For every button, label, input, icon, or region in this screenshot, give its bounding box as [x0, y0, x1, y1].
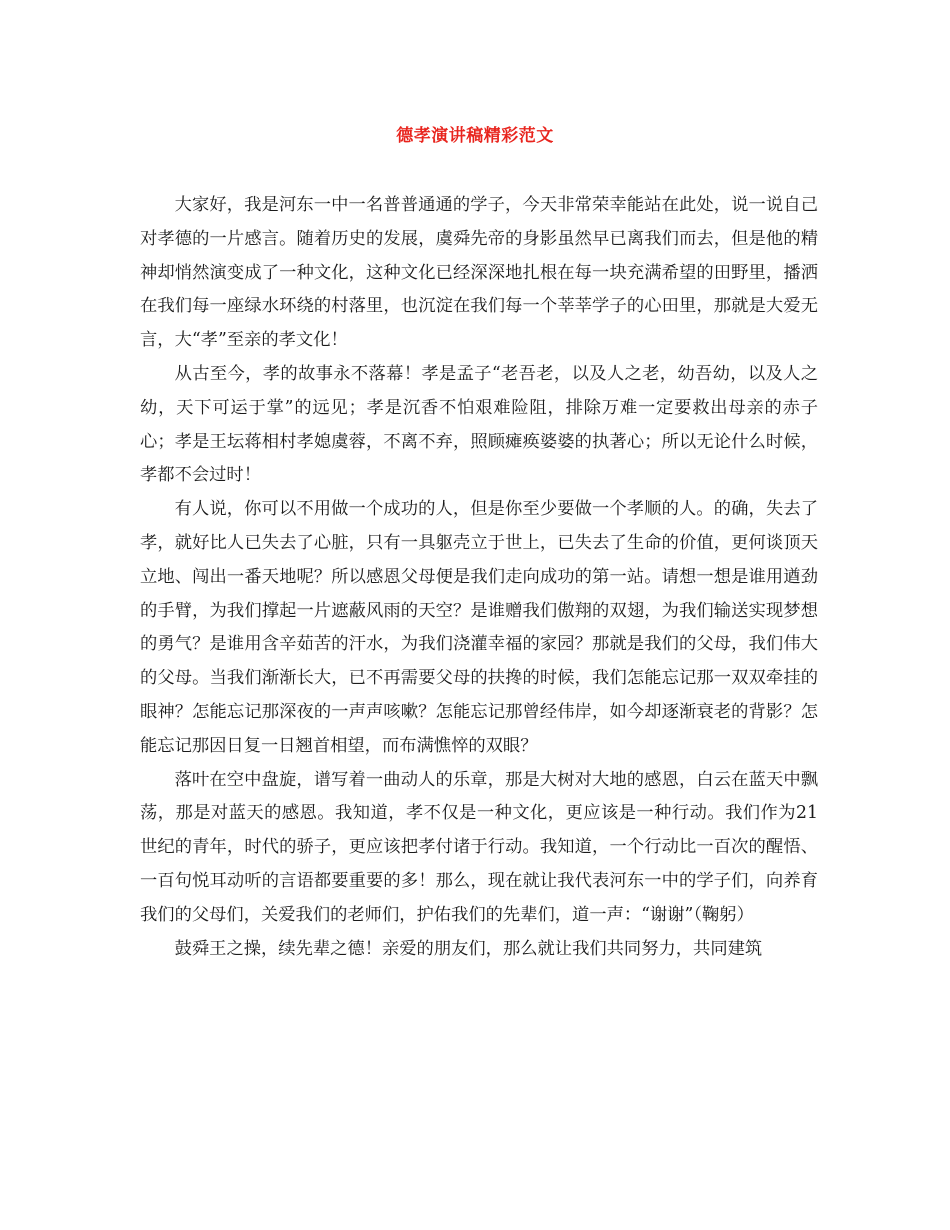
document-body — [140, 189, 818, 966]
paragraph-4: 落叶在空中盘旋，谱写着一曲动人的乐章，那是大树对大地的感恩，白云在蓝天中飘荡，那是对蓝天的感恩。我知道，孝不仅是一种文化，更应该是一种行动。我们作为21世纪的青年，时代的骄子，更应该把孝付诸于行动。我知道，一个行动比一百次的醒悟、一百句悦耳动听的言语都要重要的多！那么，现在就让我代表河东一中的学子们，向养育我们的父母们，关爱我们的老师们，护佑我们的先辈们，道一声：“谢谢”（鞠躬） — [140, 769, 818, 925]
paragraph-5: 鼓舜王之操，续先辈之德！亲爱的朋友们，那么就让我们共同努力，共同建筑 — [174, 938, 763, 959]
paragraph-1: 大家好，我是河东一中一名普普通通的学子，今天非常荣幸能站在此处，说一说自己对孝德的一片感言。随着历史的发展，虞舜先帝的身影虽然早已离我们而去，但是他的精神却悄然演变成了一种文化，这种文化已经深深地扎根在每一块充满希望的田野里，播洒在我们每一座绿水环绕的村落里，也沉淀在我们每一个莘莘学子的心田里，那就是大爱无言，大“孝”至亲的孝文化！ — [140, 195, 818, 351]
document-title: 德孝演讲稿精彩范文 — [396, 126, 554, 146]
paragraph-2: 从古至今，孝的故事永不落幕！孝是孟子“老吾老，以及人之老，幼吾幼，以及人之幼，天下可运于掌”的远见；孝是沉香不怕艰难险阻，排除万难一定要救出母亲的赤子心；孝是王坛蒋相村孝媳虞蓉，不离不弃，照顾瘫痪婆婆的执著心；所以无论什么时候，孝都不会过时！ — [140, 363, 818, 486]
paragraph-3: 有人说，你可以不用做一个成功的人，但是你至少要做一个孝顺的人。的确，失去了孝，就好比人已失去了心脏，只有一具躯壳立于世上，已失去了生命的价值，更何谈顶天立地、闯出一番天地呢？所以感恩父母便是我们走向成功的第一站。请想一想是谁用遒劲的手臂，为我们撑起一片遮蔽风雨的天空？是谁赠我们傲翔的双翅，为我们输送实现梦想的勇气？是谁用含辛茹苦的汗水，为我们浇灌幸福的家园？那就是我们的父母，我们伟大的父母。当我们渐渐长大，已不再需要父母的扶搀的时候，我们怎能忘记那一双双牵挂的眼神？怎能忘记那深夜的一声声咳嗽？怎能忘记那曾经伟岸，如今却逐渐衰老的背影？怎能忘记那因日复一日翘首相望，而布满憔悴的双眼？ — [140, 499, 818, 756]
